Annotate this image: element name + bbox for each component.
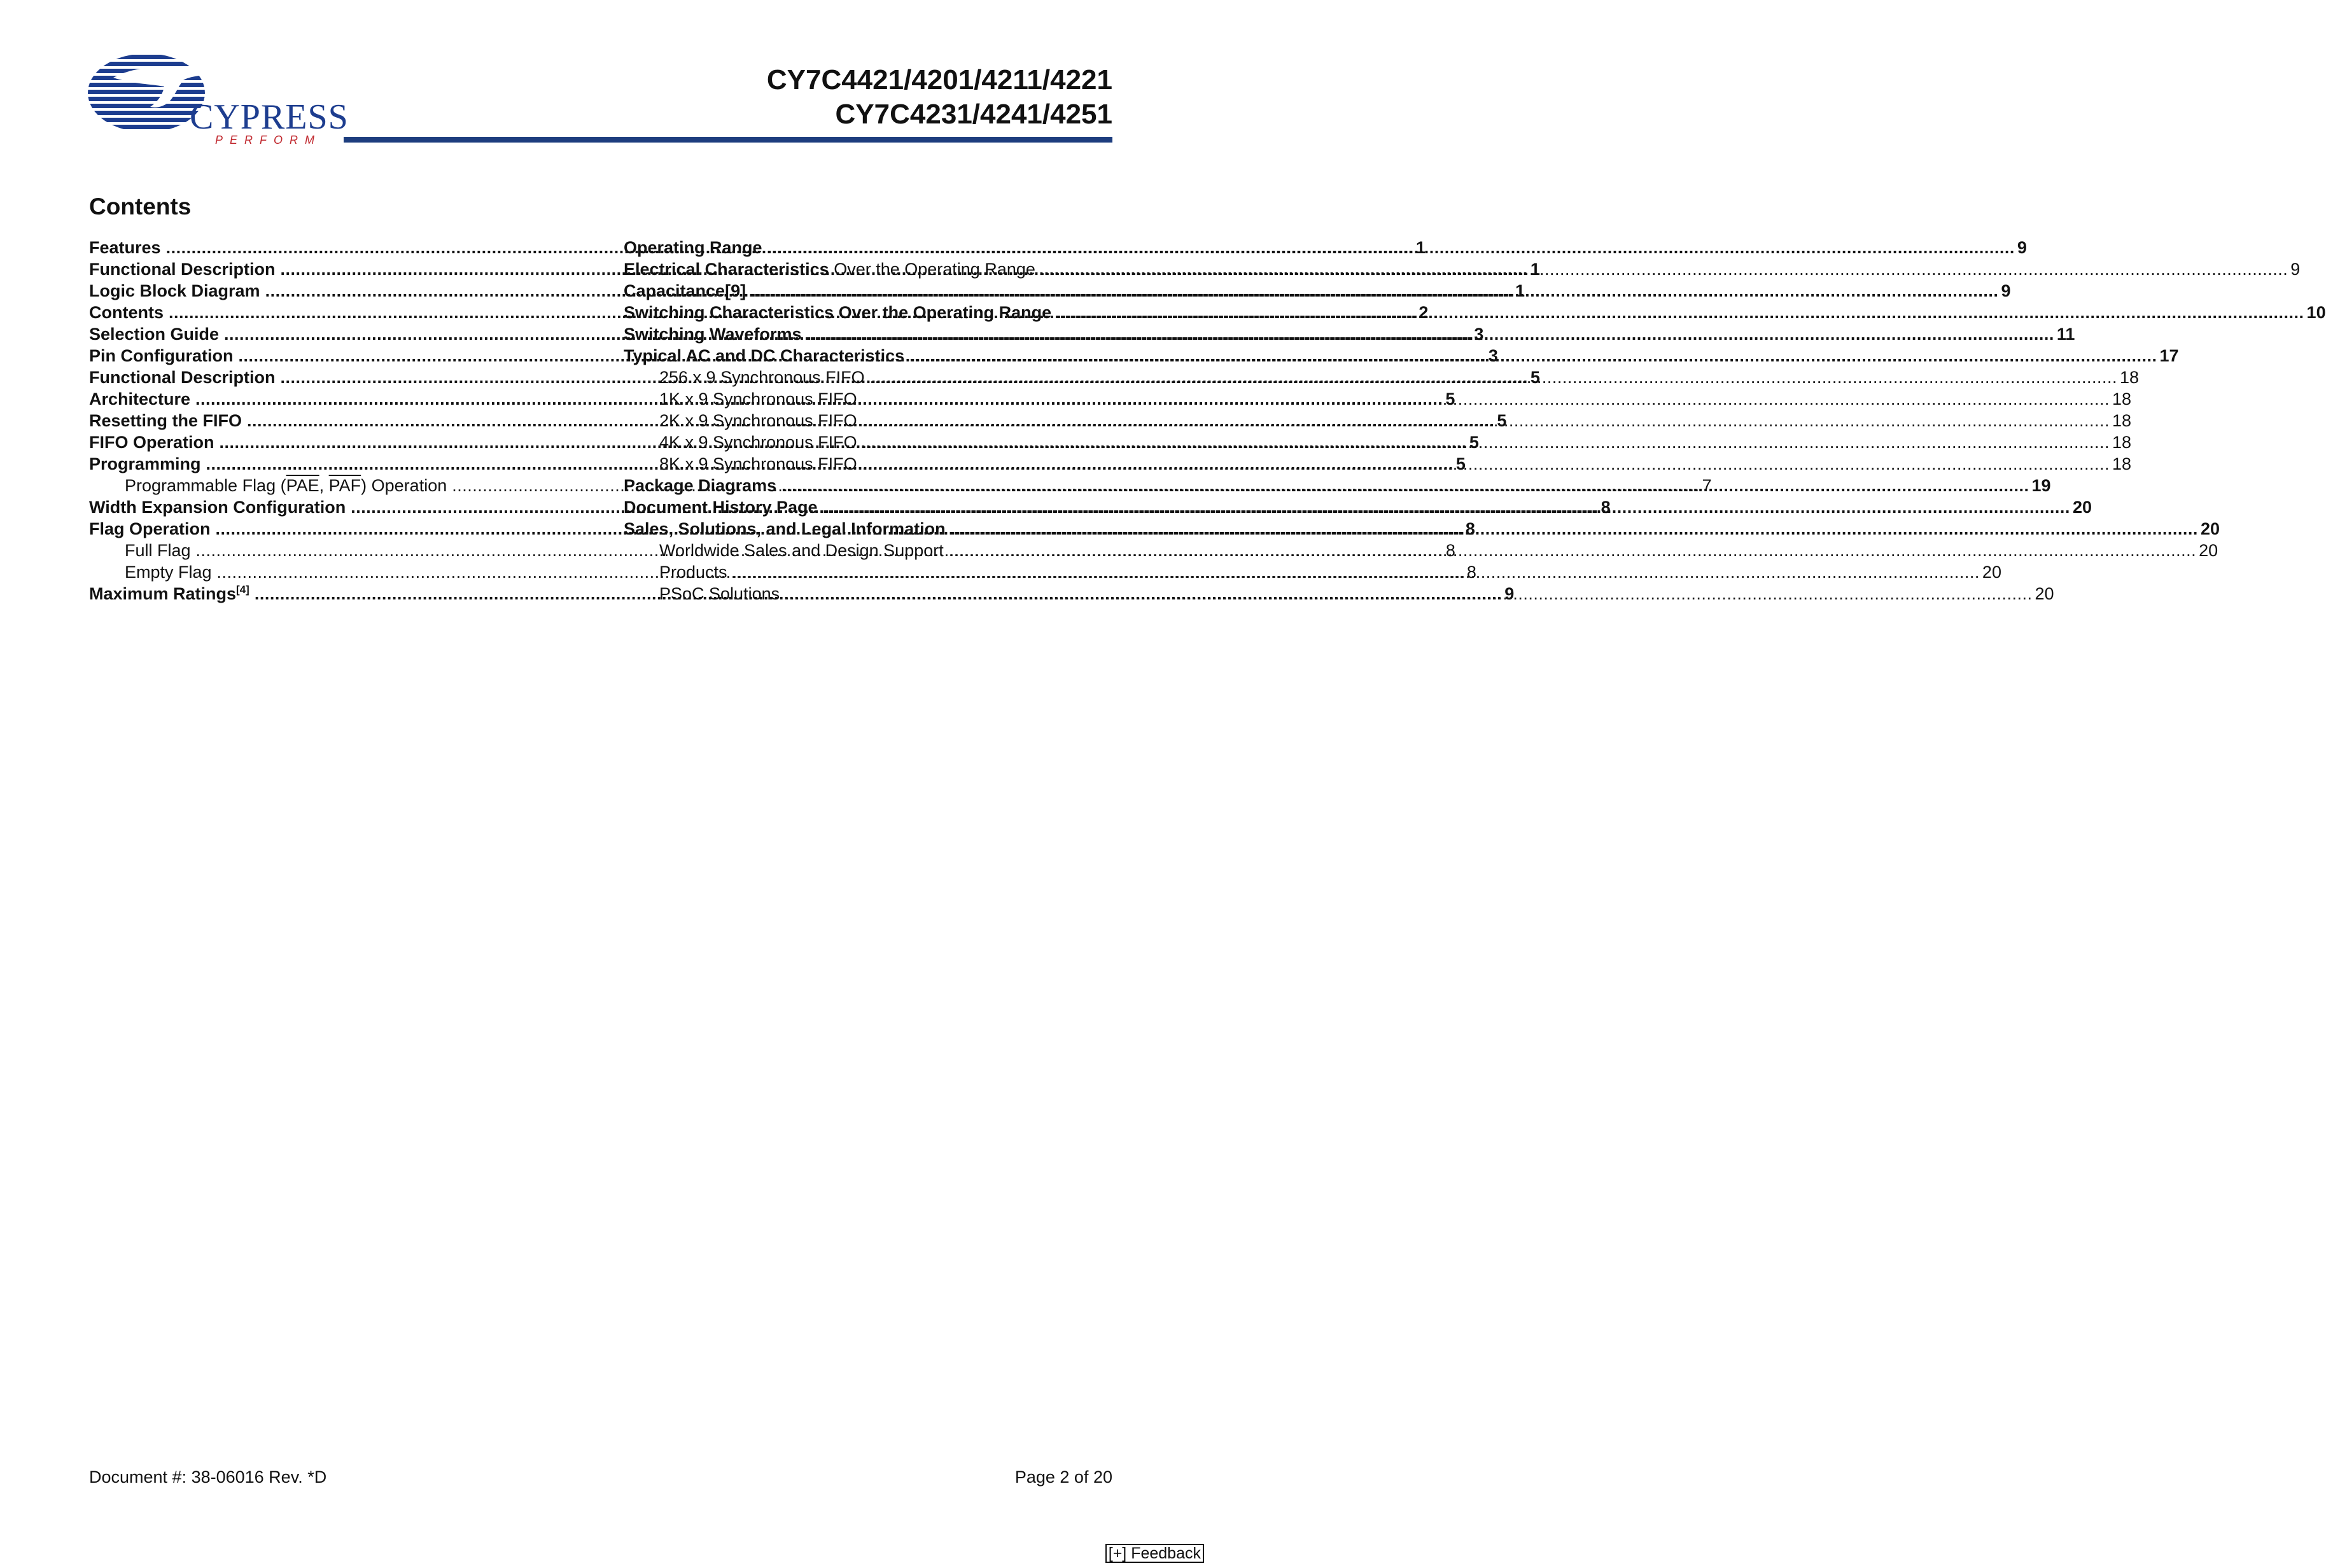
toc-entry[interactable]: Flag Operation ..... 8 (89, 518, 570, 540)
toc-subentry[interactable]: 2K x 9 Synchronous FIFO ..... 18 (624, 410, 1110, 431)
header-rule (344, 137, 1112, 143)
part-number-line-2: CY7C4231/4241/4251 (835, 99, 1112, 130)
part-number-line-1: CY7C4421/4201/4211/4221 (766, 64, 1112, 95)
toc-entry[interactable]: Electrical Characteristics Over the Operating Range ..... 9 (624, 258, 1110, 280)
document-number: Document #: 38-06016 Rev. *D (89, 1467, 327, 1487)
toc-entry[interactable]: Resetting the FIFO ..... 5 (89, 410, 570, 431)
footnote-ref: [4] (236, 584, 249, 596)
toc-subentry[interactable]: 4K x 9 Synchronous FIFO ..... 18 (624, 431, 1110, 453)
toc-subentry[interactable]: Empty Flag ..... 8 (89, 561, 570, 583)
toc-entry[interactable]: Typical AC and DC Characteristics ..... 17 (624, 345, 1110, 367)
toc-entry[interactable]: Contents ..... 2 (89, 302, 570, 323)
toc-subentry[interactable]: 8K x 9 Synchronous FIFO ..... 18 (624, 453, 1110, 475)
toc-entry[interactable]: Functional Description ..... 5 (89, 367, 570, 388)
toc-subentry[interactable]: Full Flag ..... 8 (89, 540, 570, 561)
toc-entry[interactable]: Features ..... 1 (89, 237, 570, 258)
toc-entry[interactable]: Sales, Solutions, and Legal Information ..... 20 (624, 518, 1110, 540)
toc-entry[interactable]: Pin Configuration ..... 3 (89, 345, 570, 367)
toc-subentry[interactable]: Products ..... 20 (624, 561, 1110, 583)
cypress-logo-icon (88, 53, 349, 150)
toc-entry[interactable]: Functional Description ..... 1 (89, 258, 570, 280)
toc-subentry[interactable]: PSoC Solutions ..... 20 (624, 583, 1110, 605)
contents-heading: Contents (89, 193, 192, 220)
cypress-logo (88, 53, 349, 150)
toc-entry[interactable]: Switching Waveforms ..... 11 (624, 323, 1110, 345)
pae-overline-text: $\overline{PAE}$ (286, 476, 319, 495)
toc-subentry[interactable]: 1K x 9 Synchronous FIFO ..... 18 (624, 388, 1110, 410)
toc-entry[interactable]: Document History Page ..... 20 (624, 496, 1110, 518)
toc-entry[interactable]: Capacitance[9] ..... 9 (624, 280, 1110, 302)
toc-subentry[interactable]: 256 x 9 Synchronous FIFO ..... 18 (624, 367, 1110, 388)
toc-entry[interactable]: Architecture ..... 5 (89, 388, 570, 410)
toc-entry[interactable]: Logic Block Diagram ..... 1 (89, 280, 570, 302)
svg-text:CYPRESS: CYPRESS (190, 97, 349, 137)
toc-entry[interactable]: Operating Range ..... 9 (624, 237, 1110, 258)
toc-subentry[interactable]: Programmable Flag ($\overline{PAE}$, $\overline{PAF}$) Operation ..... 7 (89, 475, 570, 496)
toc-entry[interactable]: Package Diagrams ..... 19 (624, 475, 1110, 496)
toc-entry[interactable]: Programming ..... 5 (89, 453, 570, 475)
toc-entry[interactable]: Switching Characteristics Over the Operating Range ..... 10 (624, 302, 1110, 323)
paf-overline-text: $\overline{PAF}$ (328, 476, 361, 495)
toc-entry[interactable]: FIFO Operation ..... 5 (89, 431, 570, 453)
toc-entry[interactable]: Maximum Ratings[4] ..... 9 (89, 583, 570, 605)
toc-entry[interactable]: Width Expansion Configuration ..... 8 (89, 496, 570, 518)
svg-text:PERFORM: PERFORM (215, 134, 321, 146)
toc-subentry[interactable]: Worldwide Sales and Design Support ..... 20 (624, 540, 1110, 561)
page-indicator: Page 2 of 20 (1014, 1467, 1112, 1487)
feedback-link[interactable]: [+] Feedback (1105, 1544, 1204, 1563)
toc-entry[interactable]: Selection Guide ..... 3 (89, 323, 570, 345)
